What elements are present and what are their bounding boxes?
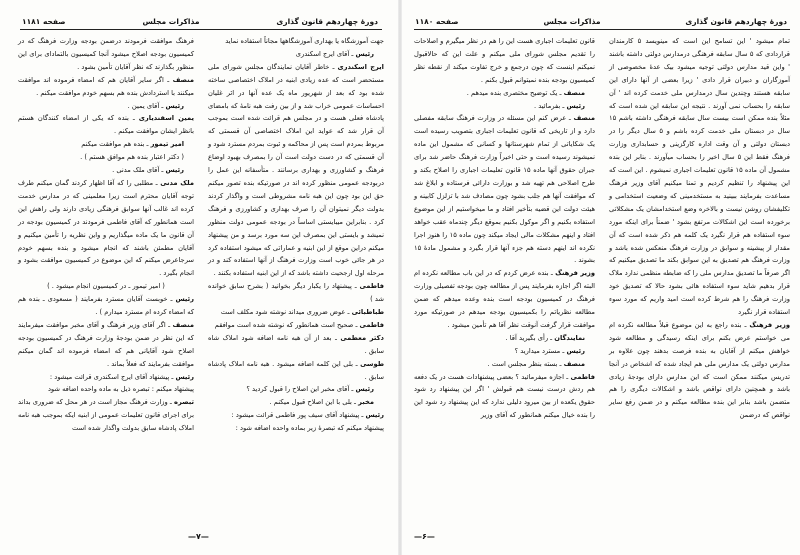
speaker-name: فاطمی (570, 372, 595, 381)
speaker-name: دکتر معظمی (340, 333, 384, 342)
paragraph (414, 35, 595, 87)
speaker-name: طوسی (360, 359, 384, 368)
paragraph-text: ـ بسته بنظر مجلس است . (487, 359, 562, 368)
speaker-name: نمایندگان (554, 333, 585, 342)
speaker-paragraph (18, 138, 194, 151)
paragraph-text: ـ عرض کنم این مسئله در وزارت فرهنگ سابقه مفصلی دارد و از تاریخی که قانون تعلیمات اجباری بتصویب رسیده است یک شکایاتی از تمام شهرستانها و کسانی که مشمول این ماده نمیشوند رسیده است و حتی اخیراً وزارت فرهنگ حاضر شد برای جبران حقوق آنها ماده ۱۵ قانون تعلیمات اجباری را اصلاح بکند و طرح اصلاحی هم تهیه شد و بوزارت دارائی فرستاده و ابلاغ شد که موافقت آنها هم جلب بشود چون مصادف شد با تزلزل کابینه و هیئت دولت این قضیه بتأخیر افتاد و ما میخواستیم از این موضوع استفاده بکنیم و اگر موکول بکنیم بموقع دیگر چندماه عقب خواهد افتاد و اینهم مشکلات مالی ایجاد میکند چون ماده ۱۵ را هنوز اجرا نکرده اند اینهم دسته هم جزء آنها قرار بگیرد و مشمول مادهٔ ۱۵ بشوند . (414, 114, 595, 265)
paragraph-text: قانون تعلیمات اجباری هست این را هم در نظر میگیرم و اصلاحات را تقدیم مجلس شورای ملی میکنم و علت این که حالاقبول نمیکنم اینست که چون درجمع و خرج تفاوت میکند از نقطه نظر کمیسیون بودجه بنده نمیتوانم قبول بکنم . (414, 37, 595, 84)
speaker-name: امیر تیمور (150, 140, 184, 149)
paragraph-text: ـ خوبست آقایان مسترد بفرمایند ( مسعودی ـ بنده هم که امضاء کرده ام مسترد میدارم ) . (18, 295, 194, 317)
speaker-paragraph (414, 332, 595, 345)
speaker-paragraph (18, 293, 194, 319)
speaker-name: منصف (172, 75, 194, 84)
paragraph-text: ـ بلی با این اصلاح قبول میکنم . (269, 398, 356, 407)
paragraph-text: فرهنگ موافقت فرمودند درضمن بودجه وزارت فرهنگ که در کمیسیون بودجه اصلاح میشود آنجا کمیسیون بالتماداى براى این منظور بگذارند که نظر آقایان تأمین بشود . (18, 37, 194, 71)
speaker-name: رئیس (365, 411, 384, 420)
speaker-paragraph (414, 100, 595, 113)
section-title: مذاکرات مجلس (543, 17, 601, 26)
speaker-name: رئیس (175, 372, 194, 381)
speaker-paragraph (208, 396, 384, 409)
speaker-name: رئیس (566, 101, 585, 110)
speaker-name: فاطمی (359, 282, 384, 291)
paragraph-text: ـ صحیح است همانطور که نوشته شده است موافقم (214, 320, 358, 329)
speaker-paragraph (18, 112, 194, 138)
paragraph (18, 151, 194, 164)
speaker-paragraph (208, 61, 384, 280)
speaker-name: یمین اسفندیاری (138, 114, 194, 123)
paragraph-text: پیشنهاد میکنم : تبصره ذیل به ماده واحده اضافه شود (47, 385, 194, 394)
speaker-paragraph (414, 358, 595, 371)
paragraph-text: ـ آقای ایرج اسکندری (295, 49, 354, 58)
paragraph-text: ـ اگر سایر آقایان هم که امضاء فرموده اند موافقت میکنند با استردادش بنده هم بسهم خودم موافقت میکنم . (18, 75, 194, 97)
paragraph-text: ـ بعد از آن هبه نامه اضافه شود املاک شاه سابق . (208, 333, 384, 355)
paragraph-text: ـ بفرمائید . (534, 101, 565, 110)
paragraph-text: ـ بنده هم موافقت میکنم (81, 140, 149, 149)
speaker-name: رئیس (165, 101, 184, 110)
speaker-name: فاطمی (359, 320, 384, 329)
paragraph-text: ـ پیشنهاد آقای ایرج اسکندری قرائت میشود : (49, 372, 174, 381)
section-title: مذاکرات مجلس (142, 17, 200, 26)
speaker-name: رئیس (566, 346, 585, 355)
speaker-paragraph (414, 371, 595, 423)
paragraph-text: ـ یک توضیح مختصری بنده میدهم . (466, 88, 562, 97)
speaker-paragraph (208, 280, 384, 306)
paragraph-text: ـ پیشنهاد را یکبار دیگر بخوانید ( بشرح سابق خوانده شد ) (208, 282, 384, 304)
speaker-paragraph (208, 358, 384, 384)
speaker-paragraph (414, 345, 595, 358)
paragraph-text: ـ پیشنهاد آقای سیف پور فاطمی قرائت میشود : (231, 411, 364, 420)
paragraph-text: ـ عوض ضروری میداند نوشته شود مکلف است (220, 308, 350, 317)
speaker-name: منصف (573, 114, 595, 123)
speaker-name: ایرج اسکندری (337, 62, 384, 71)
speaker-name: تبصره (174, 398, 194, 407)
folio-number: —۶— (414, 532, 435, 541)
speaker-paragraph (18, 100, 194, 113)
column-right (208, 35, 384, 435)
speaker-name: وزیر فرهنگ (749, 320, 790, 329)
column-left (414, 35, 595, 422)
paragraph-text: ( امیر تیمور ـ در کمیسیون انجام میشود . ) (47, 282, 165, 291)
paragraph-text: ـ آقای یمین . (127, 101, 164, 110)
paragraph-text: ( دکتر اعتبار بنده هم موافق هستم ) . (80, 153, 184, 162)
speaker-paragraph (414, 267, 595, 332)
paragraph-text: ـ وزارت فرهنگ مجاز است در هر محل که ضروری بداند برای اجرای قانون تعلیمات عمومی از ابنیه ایکه بموجب هبه نامه املاک پادشاه سابق بدولت واگذار شده است (18, 398, 194, 433)
speaker-paragraph (18, 319, 194, 371)
paragraph (18, 383, 194, 396)
paragraph-text: ـ اجازه میفرمائید ؟ بعضی پیشنهادات هست در یک دفعه هم ردش درست نیست هم قبولش ' اگر این پیشنهاد رد شود حقوق یکعده از بین میرود دلیلی ندارد که این پیشنهاد رد شود این را بنده خیال میکنم همانطور که آقای وزیر (414, 372, 595, 420)
speaker-paragraph (208, 306, 384, 319)
paragraph (18, 280, 194, 293)
paragraph-text: ـ بنده راجع به این موضوع قبلاً مطالعه نکرده ام می خواستم عرض بکنم برای اینکه رسیدگی و مطالعه شود خواهش میکنم از آقایان به بنده فرصت بدهند چون علاوه بر مدارس دولتی یک مدارس ملی هم ایجاد شده که اشخاص در آنجا تدریس میکنند ممکن است که این مدارس دارای بودجهٔ زیادی باشد و همچنین دارای نواقص باشد و اشکالات دیگری را هم متضمن باشد بنابر این بنده مطالعه میکنم و در ضمن رفع سایر نواقص که درضمن (609, 320, 790, 420)
paragraph (18, 35, 194, 74)
speaker-paragraph (18, 396, 194, 435)
header-rule (414, 29, 790, 30)
speaker-name: منصف (563, 88, 585, 97)
text-columns (414, 35, 790, 422)
paragraph-text: ـ مطلبی را که آقا اظهار کردند گمان میکنم طرف توجه آقایان محترم است زیرا معلمینی که در مدارس خدمت کرده اند غالب آنها سوابق فرهنگی زیادی دارند ولی راهش این است همانطور که آقای فاطمی فرمودند در کمیسیون بودجه در آن قانون ما یک ماده میگذاریم و واین نظریه را تأمین میکنیم و آقایان مطمئن باشند که انجام میشود و بنده بسهم خودم سرجاعرض میکنم که این موضوع در کمیسیون موافقت بشود و انجام بگیرد . (18, 178, 194, 278)
paragraph (208, 422, 384, 435)
speaker-paragraph (18, 74, 194, 100)
speaker-paragraph (18, 177, 194, 280)
speaker-paragraph (208, 332, 384, 358)
paragraph-text: ـ مسترد میدارید ؟ (514, 346, 565, 355)
paragraph-text: ـ آقای ملک مدنی . (112, 166, 164, 175)
speaker-paragraph (208, 383, 384, 396)
paragraph-text: ـ آقای مخبر این اصلاح را قبول کردید ؟ (246, 385, 354, 394)
paragraph-text: ـ خاطر آقایان نمایندگان مجلس شورای ملی مستحضر است که عده زیادی ابنیه در املاک اختصاصی ساخته شده بود که بعد از شهریور ماه یک عده آنها در اثر غلیان احساسات عمومی خراب شد و از بین رفت هبه نامهٔ که بامضای پادشاه فعلی هست و در مجلس هم قرائت شده است بموجب آن قرار شد که عواید این املاک اختصاصی آن قسمتی که مربوط بمردم است پس از محاکمه و ثبوت بمردم مسترد شود و آن قسمتی که در دست دولت است آن را بمصرف بهبود اوضاع فرهنگ و کشاورزی و بهداری برسانند . متأسفانه این عمل را دربودجه عمومی منظور کرده اند در صورتیکه بنده تصور میکنم حق این بود چون این هبه نامه مشروطی است و واگذار کردند بدولت دیگر نمیتوان آن را صرف بهداری و کشاورزی و فرهنگ کرد . بنابراین میبایستی اساساً در بودجه عمومی دولت منظور نمیشد و بایستی این بمصرف این سه مورد برسد و من پیشنهاد میکنم دراین موقع از این ابنیه و عماراتی که میشود استفاده کرد در هر جائی خوب است وزارت فرهنگ از آنها استفاده کند و در مرحله اول ارجحیت داشته باشد که از این ابنیه استفاده بکنند . (208, 62, 384, 278)
page-1180 (400, 0, 800, 555)
speaker-paragraph (609, 319, 790, 422)
speaker-paragraph (208, 319, 384, 332)
paragraph (609, 35, 790, 319)
paragraph-text: ـ اگر آقای وزیر فرهنگ و آقای مخبر موافقت میفرمایند که این نظر در ضمن بودجهٔ وزارت فرهنگ در کمیسیون بودجه اصلاح شود آقایانی هم که امضاء فرموده اند گمان میکنم موافقت بفرمایند که فعلاً بماند . (18, 320, 194, 368)
speaker-paragraph (18, 371, 194, 384)
speaker-name: ملک مدنی (160, 178, 194, 187)
paragraph-text: پیشنهاد میکنم که تبصرهٔ زیر بماده واحده اضافه شود : (235, 424, 384, 433)
paragraph-text: جهت آموزشگاه یا بهداری آموزشگاهها مجاناً استفاده نماید (225, 37, 384, 45)
speaker-name: رئیس (165, 166, 184, 175)
folio-number: —۷— (188, 532, 209, 541)
header-rule (20, 29, 382, 30)
speaker-name: مخبر (358, 398, 374, 407)
speaker-paragraph (208, 48, 384, 61)
paragraph-text: ـ بنده عرض کردم که در این باب مطالعه نکرده ام البته اگر اجازه بفرمایند پس از مطالعه چون بودجه تفصیلی وزارت فرهنگ در کمیسیون بودجه است بنده وعده میدهم که ضمن مطالعه نظریاتم را بکمیسیون بودجه میدهم در صورتیکه مورد موافقت قرار گرفت آنوقت نظر آقا هم تأمین میشود . (414, 269, 595, 329)
column-right (609, 35, 790, 422)
speaker-name: منصف (563, 359, 585, 368)
running-head (415, 12, 787, 26)
journal-title: دورهٔ چهاردهم قانون گذاری (276, 17, 378, 26)
speaker-name: رئیس (175, 295, 194, 304)
running-head (22, 12, 378, 26)
page-number-label: صفحه ۱۱۸۰ (415, 17, 459, 26)
paragraph-text: ـ رأی بگیرید آقا . (505, 333, 553, 342)
journal-title: دورهٔ چهاردهم قانون گذاری (685, 17, 787, 26)
speaker-paragraph (18, 164, 194, 177)
page-number-label: صفحه ۱۱۸۱ (22, 17, 66, 26)
speaker-name: وزیر فرهنگ (555, 269, 595, 278)
speaker-name: منصف (172, 320, 194, 329)
speaker-paragraph (208, 409, 384, 422)
paragraph-text: تمام میشود ' این تسامح این است که مینویسد ۵ کارمندان قراردادی که ۵ سال سابقه فرهنگی درمدارس دولتی داشته باشند ' واین قید مدارس دولتی توجیه میشود بیک عدهٔ مخصوصی از آموزگاران و دبیران قرار دادی ' زیرا بعضی از آنها دارای این سابقه هستند وچندین سال درمدارس ملی خدمت کرده اند ' آن سابقه را بحساب نمی آورند . نتیجه این سابقه این شده است که مثلاً بنده ممکن است بیست سال سابقه فرهنگی داشته باشم ۱۵ سال در دبستان ملی خدمت کرده باشم و ۵ سال دیگر را در دبستان دولتی و آن وقت اداره کارگزینی و حسابداری وزارت فرهنگ فقط این ۵ سال اخیر را بحساب میآورند . بنابر این بنده مشمول آن ماده ۱۵ قانون تعلیمات اجباری نمیشوم . این است که این پیشنهاد را تنظیم کردیم و تمنا میکنیم آقای وزیر فرهنگ مساعدت بفرمایند ببینید به مستخدمینی که وضعیت استخدامی و تکلیفشان روشن نیست و بالاخره وضع استخدامشان یک مشکلاتی برخورده است این اشکالات مرتفع بشود ' ضمناً برای اینکه مورد سوء استفاده هم قرار نگیرد یک کلمه هم ذکر شده است که آن مقدار از پیشینه و سوابق در وزارت فرهنگ منعکس شده باشد و وزارت فرهنگ هم تصدیق به این سوابق بکند ما تصدیق میکنیم که اگر صرفاً ما تصدیق مدارس ملی را که ضابطه منظمی ندارد ملاک قرار بدهیم شاید سوء استفاده هائی بشود حالا که تصدیق خود وزارت فرهنگ را هم شرط کرده است امید واریم که مورد سوء استفاده قرار نگیرد (609, 37, 791, 317)
speaker-name: رئیس (355, 385, 374, 394)
column-left (18, 35, 194, 435)
speaker-paragraph (414, 112, 595, 267)
paragraph-text: ـ بنده که یکی از امضاء کنندگان هستم بانظر ایشان موافقت میکنم . (18, 114, 194, 136)
paragraph-text: ـ بلی این کلمه اضافه میشود . هبه نامه املاک پادشاه سابق . (208, 359, 384, 381)
speaker-name: طباطبائی (351, 308, 384, 317)
paragraph (208, 35, 384, 48)
speaker-paragraph (414, 87, 595, 100)
text-columns (18, 35, 384, 435)
speaker-name: رئیس (355, 49, 374, 58)
